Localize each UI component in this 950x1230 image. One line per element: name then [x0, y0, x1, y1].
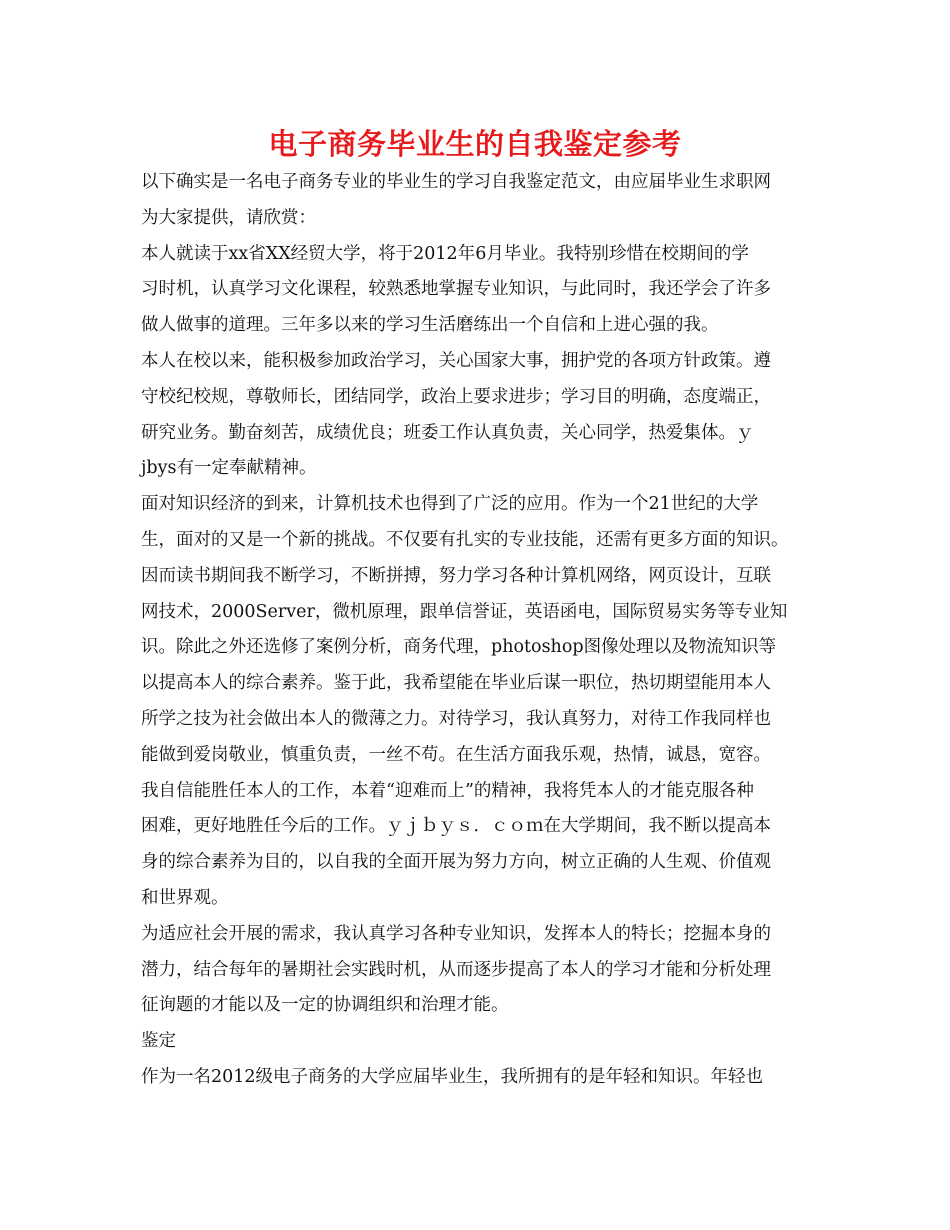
- text-line: 做人做事的道理。三年多以来的学习生活磨练出一个自信和上进心强的我。: [141, 315, 719, 336]
- text-line: 因而读书期间我不断学习，不断拼搏，努力学习各种计算机网络，网页设计，互联: [141, 565, 771, 586]
- text-line: 网技术，2000Server，微机原理，跟单信誉证，英语函电，国际贸易实务等专业知: [141, 601, 788, 622]
- text-line: 身的综合素养为目的，以自我的全面开展为努力方向，树立正确的人生观、价值观: [141, 852, 771, 873]
- text-line: 以下确实是一名电子商务专业的毕业生的学习自我鉴定范文，由应届毕业生求职网: [141, 172, 771, 192]
- document-body: [141, 165, 821, 1096]
- text-line: 面对知识经济的到来，计算机技术也得到了广泛的应用。作为一个21世纪的大学: [141, 494, 759, 515]
- text-line: 困难，更好地胜任今后的工作。ｙｊｂｙｓ．ｃｏｍ在大学期间，我不断以提高本: [141, 816, 771, 837]
- text-line: 征询题的才能以及一定的协调组织和治理才能。: [141, 995, 509, 1016]
- text-line: 潜力，结合每年的暑期社会实践时机，从而逐步提高了本人的学习才能和分析处理: [141, 959, 771, 980]
- text-line: 本人在校以来，能积极参加政治学习，关心国家大事，拥护党的各项方针政策。遵: [141, 350, 771, 371]
- text-line: 所学之技为社会做出本人的微薄之力。对待学习，我认真努力，对待工作我同样也: [141, 708, 771, 729]
- text-line: 生，面对的又是一个新的挑战。不仅要有扎实的专业技能，还需有更多方面的知识。: [141, 529, 789, 550]
- text-line: 我自信能胜任本人的工作，本着“迎难而上”的精神，我将凭本人的才能克服各种: [141, 780, 754, 801]
- text-line: 习时机，认真学习文化课程，较熟悉地掌握专业知识，与此同时，我还学会了许多: [141, 279, 771, 300]
- text-line: 识。除此之外还选修了案例分析，商务代理，photoshop图像处理以及物流知识等: [141, 637, 777, 658]
- text-line: 为适应社会开展的需求，我认真学习各种专业知识，发挥本人的特长；挖掘本身的: [141, 923, 771, 944]
- text-line: 以提高本人的综合素养。鉴于此，我希望能在毕业后谋一职位，热切期望能用本人: [141, 673, 771, 694]
- text-line: 鉴定: [141, 1031, 176, 1052]
- text-line: 为大家提供，请欣赏：: [141, 207, 316, 228]
- text-line: 守校纪校规，尊敬师长，团结同学，政治上要求进步；学习目的明确，态度端正，: [141, 386, 771, 407]
- text-line: jbys有一定奉献精神。: [141, 458, 317, 479]
- document-title: 电子商务毕业生的自我鉴定参考: [268, 127, 682, 161]
- text-line: 作为一名2012级电子商务的大学应届毕业生，我所拥有的是年轻和知识。年轻也: [141, 1066, 764, 1087]
- text-line: 研究业务。勤奋刻苦，成绩优良；班委工作认真负责，关心同学，热爱集体。ｙ: [141, 422, 754, 443]
- text-line: 和世界观。: [141, 887, 229, 908]
- text-line: 本人就读于xx省XX经贸大学，将于2012年6月毕业。我特别珍惜在校期间的学: [141, 243, 749, 264]
- text-line: 能做到爱岗敬业，慎重负责，一丝不苟。在生活方面我乐观，热情，诚恳，宽容。: [141, 744, 771, 765]
